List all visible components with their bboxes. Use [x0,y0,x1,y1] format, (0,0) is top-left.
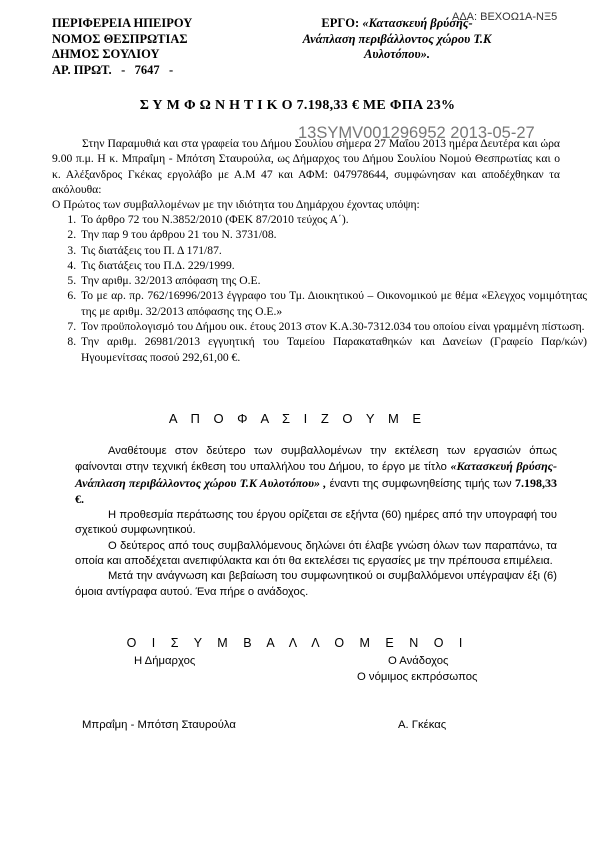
protocol-label: ΑΡ. ΠΡΩΤ. [52,62,112,77]
registry-watermark: 13SYMV001296952 2013-05-27 [298,124,535,142]
considerations-lead: Ο Πρώτος των συμβαλλομένων με την ιδιότητα του Δημάρχου έχοντας υπόψη: [52,198,420,211]
assignment-price-text: έναντι της συμφωνηθείσης τιμής των [326,477,515,490]
project-label: ΕΡΓΟ: [321,16,363,30]
protocol-line [52,63,192,79]
issuer-header [52,16,192,78]
project-line-1 [282,16,512,32]
deadline-paragraph: Η προθεσμία περάτωσης του έργου ορίζεται σε εξήντα (60) ημέρες από την υπογραφή του σχετικού συμφωνητικού. [75,509,557,537]
issuer-prefecture: ΝΟΜΟΣ ΘΕΣΠΡΩΤΙΑΣ [52,31,188,46]
decision-heading: Α Π Ο Φ Α Σ Ι Ζ Ο Υ Μ Ε [168,411,427,426]
project-title-3: Αυλοτόπου». [364,47,430,61]
protocol-end: - [168,62,174,77]
project-title-inline: «Κατασκευή βρύσης-Ανάπλαση περιβάλλοντος χώρου Τ.Κ Αυλοτόπου» , [75,459,557,490]
assignment-text: Αναθέτουμε στον δεύτερο των συμβαλλομένων την εκτέλεση των εργασιών όπως φαίνονται στην τεχνική έκθεση του υπαλλήλου του Δήμου, το έργο με τίτλο [75,445,557,474]
project-header [282,16,512,63]
issuer-municipality: ΔΗΜΟΣ ΣΟΥΛΙΟΥ [52,47,160,61]
assignment-paragraph [75,444,557,508]
mayor-name: Μπραΐμη - Μπότση Σταυρούλα [82,719,236,731]
parties-heading: Ο Ι Σ Υ Μ Β Α Λ Λ Ο Μ Ε Ν Ο Ι [126,636,469,650]
list-item: 5. Την αριθμ. 32/2013 απόφαση της Ο.Ε. [79,273,587,288]
decision-body [75,444,557,600]
considerations-list [52,212,587,365]
list-item: 8. Την αριθμ. 26981/2013 εγγυητική του Ταμείου Παρακαταθηκών και Δανείων (Γραφείο Παρ/κών) Ηγουμενίτσας ποσού 292,61,00 €. [79,334,587,365]
issuer-region: ΠΕΡΙΦΕΡΕΙΑ ΗΠΕΙΡΟΥ [52,16,193,30]
contractor-representative: Ο νόμιμος εκπρόσωπος [357,671,478,683]
project-title-2: Ανάπλαση περιβάλλοντος χώρου Τ.Κ [302,31,492,46]
protocol-number: 7647 [134,62,160,77]
contract-amount: 7.198,33 €. [75,475,557,506]
protocol-dash: - [121,62,126,77]
ada-code: ΑΔΑ: ΒΕΧΟΩ1Α-ΝΞ5 [452,11,558,23]
intro-paragraph: Στην Παραμυθιά και στα γραφεία του Δήμου Σουλίου σήμερα 27 Μαΐου 2013 ημέρα Δευτέρα και ώρα 9.00 π.μ. Η κ. Μπραΐμη - Μπότση Σταυρούλα, ως Δήμαρχος του Δήμου Σουλίου Νομού Θεσπρωτίας και ο κ. Αλέξανδρος Γκέκας εργολάβο με Α.Μ 47 και ΑΦΜ: 047978644, συμφώνησαν και αποδέχθηκαν τα ακόλουθα: [52,137,560,196]
list-item: 6. Το με αρ. πρ. 762/16996/2013 έγγραφο του Τμ. Διοικητικού – Οικονομικού με θέμα «Ελεγχος νομιμότητας της με αριθμ. 32/2013 απόφασης της Ο.Ε.» [79,288,587,319]
list-item: 1. Το άρθρο 72 του Ν.3852/2010 (ΦΕΚ 87/2010 τεύχος Α΄). [79,212,587,227]
signing-paragraph: Μετά την ανάγνωση και βεβαίωση του συμφωνητικού οι συμβαλλόμενοι υπέγραψαν έξι (6) όμοια αντίγραφα αυτού. Ένα πήρε ο ανάδοχος. [75,570,557,598]
acceptance-paragraph: Ο δεύτερος από τους συμβαλλόμενους δηλώνει ότι έλαβε γνώση όλων των παραπάνω, τα οποία και αποδέχεται ανεπιφύλακτα και ότι θα εκτελέσει τις εργασίες με την πρέπουσα επιμέλεια. [75,539,557,568]
list-item: 7. Τον προϋπολογισμό του Δήμου οικ. έτους 2013 στον Κ.Α.30-7312.034 του οποίου είναι γραμμένη πίστωση. [79,319,587,334]
project-title-1: «Κατασκευή βρύσης- [362,16,473,30]
contractor-role: Ο Ανάδοχος [388,655,449,667]
contractor-name: Α. Γκέκας [398,719,447,731]
list-item: 2. Την παρ 9 του άρθρου 21 του Ν. 3731/08. [79,227,587,242]
mayor-role: Η Δήμαρχος [134,655,196,667]
contract-title: Σ Υ Μ Φ Ω Ν Η Τ Ι Κ Ο 7.198,33 € ΜΕ ΦΠΑ 23% [139,98,456,113]
list-item: 4. Τις διατάξεις του Π.Δ. 229/1999. [79,258,587,273]
list-item: 3. Τις διατάξεις του Π. Δ 171/87. [79,243,587,258]
